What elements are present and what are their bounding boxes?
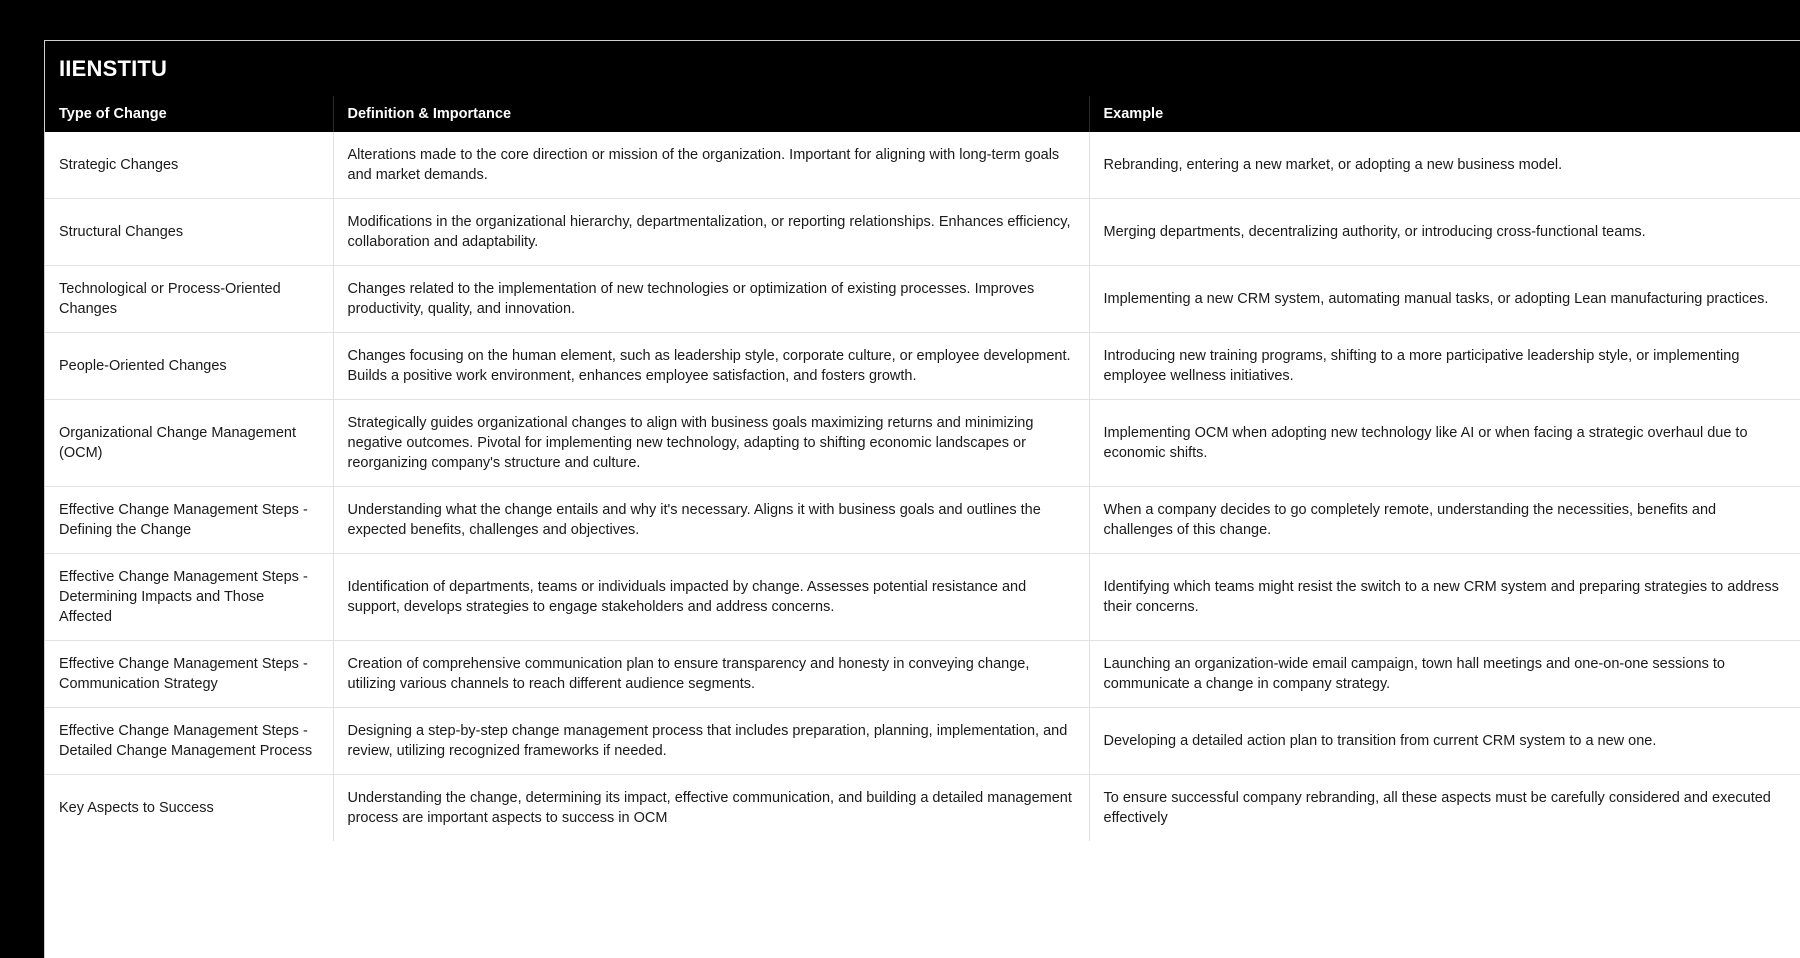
cell-type-of-change: Effective Change Management Steps - Detailed Change Management Process xyxy=(45,708,333,775)
column-header-definition-importance: Definition & Importance xyxy=(333,96,1089,132)
table-row xyxy=(45,132,1800,199)
cell-type-of-change: Structural Changes xyxy=(45,199,333,266)
cell-type-of-change: Organizational Change Management (OCM) xyxy=(45,400,333,487)
column-header-example: Example xyxy=(1089,96,1800,132)
table-row xyxy=(45,400,1800,487)
cell-example: To ensure successful company rebranding, all these aspects must be carefully considered and executed effectively xyxy=(1089,775,1800,842)
cell-example: Implementing OCM when adopting new technology like AI or when facing a strategic overhaul due to economic shifts. xyxy=(1089,400,1800,487)
cell-definition: Strategically guides organizational changes to align with business goals maximizing returns and minimizing negative outcomes. Pivotal for implementing new technology, adapting to shifting economic landscapes or reorganizing company's structure and culture. xyxy=(333,400,1089,487)
table-row xyxy=(45,775,1800,842)
cell-definition: Designing a step-by-step change management process that includes preparation, planning, implementation, and review, utilizing recognized frameworks if needed. xyxy=(333,708,1089,775)
cell-definition: Changes related to the implementation of new technologies or optimization of existing processes. Improves productivity, quality, and innovation. xyxy=(333,266,1089,333)
cell-type-of-change: Effective Change Management Steps - Determining Impacts and Those Affected xyxy=(45,554,333,641)
table-row xyxy=(45,554,1800,641)
table-header xyxy=(45,96,1800,132)
cell-example: When a company decides to go completely remote, understanding the necessities, benefits and challenges of this change. xyxy=(1089,487,1800,554)
cell-definition: Identification of departments, teams or individuals impacted by change. Assesses potential resistance and support, develops strategies to engage stakeholders and address concerns. xyxy=(333,554,1089,641)
cell-definition: Alterations made to the core direction or mission of the organization. Important for aligning with long-term goals and market demands. xyxy=(333,132,1089,199)
cell-type-of-change: People-Oriented Changes xyxy=(45,333,333,400)
table-row xyxy=(45,199,1800,266)
cell-type-of-change: Effective Change Management Steps - Defining the Change xyxy=(45,487,333,554)
table-row xyxy=(45,641,1800,708)
cell-definition: Modifications in the organizational hierarchy, departmentalization, or reporting relationships. Enhances efficiency, collaboration and adaptability. xyxy=(333,199,1089,266)
table-header-row xyxy=(45,96,1800,132)
cell-type-of-change: Strategic Changes xyxy=(59,157,179,173)
cell-type-of-change: Effective Change Management Steps - Communication Strategy xyxy=(45,641,333,708)
table-row xyxy=(45,487,1800,554)
cell-example: Launching an organization-wide email campaign, town hall meetings and one-on-one sessions to communicate a change in company strategy. xyxy=(1089,641,1800,708)
table-row xyxy=(45,333,1800,400)
cell-definition: Changes focusing on the human element, such as leadership style, corporate culture, or employee development. Builds a positive work environment, enhances employee satisfaction, and fosters growth. xyxy=(333,333,1089,400)
cell-definition: Understanding what the change entails and why it's necessary. Aligns it with business goals and outlines the expected benefits, challenges and objectives. xyxy=(333,487,1089,554)
cell-definition: Understanding the change, determining its impact, effective communication, and building a detailed management process are important aspects to success in OCM xyxy=(333,775,1089,842)
cell-example: Developing a detailed action plan to transition from current CRM system to a new one. xyxy=(1089,708,1800,775)
table-card xyxy=(44,40,1800,958)
cell-type-of-change: Key Aspects to Success xyxy=(45,775,333,842)
table-body xyxy=(45,132,1800,841)
cell-example: Identifying which teams might resist the switch to a new CRM system and preparing strategies to address their concerns. xyxy=(1089,554,1800,641)
cell-example: Merging departments, decentralizing authority, or introducing cross-functional teams. xyxy=(1089,199,1800,266)
cell-example: Introducing new training programs, shifting to a more participative leadership style, or implementing employee wellness initiatives. xyxy=(1089,333,1800,400)
column-header-type-of-change: Type of Change xyxy=(45,96,333,132)
cell-example: Rebranding, entering a new market, or adopting a new business model. xyxy=(1089,132,1800,199)
brand-header xyxy=(45,41,1800,96)
change-types-table xyxy=(45,96,1800,841)
cell-example: Implementing a new CRM system, automating manual tasks, or adopting Lean manufacturing practices. xyxy=(1089,266,1800,333)
table-row xyxy=(45,266,1800,333)
table-row xyxy=(45,708,1800,775)
cell-definition: Creation of comprehensive communication plan to ensure transparency and honesty in conveying change, utilizing various channels to reach different audience segments. xyxy=(333,641,1089,708)
brand-title: IIENSTITU xyxy=(59,55,168,81)
cell-type-of-change: Technological or Process-Oriented Changes xyxy=(45,266,333,333)
